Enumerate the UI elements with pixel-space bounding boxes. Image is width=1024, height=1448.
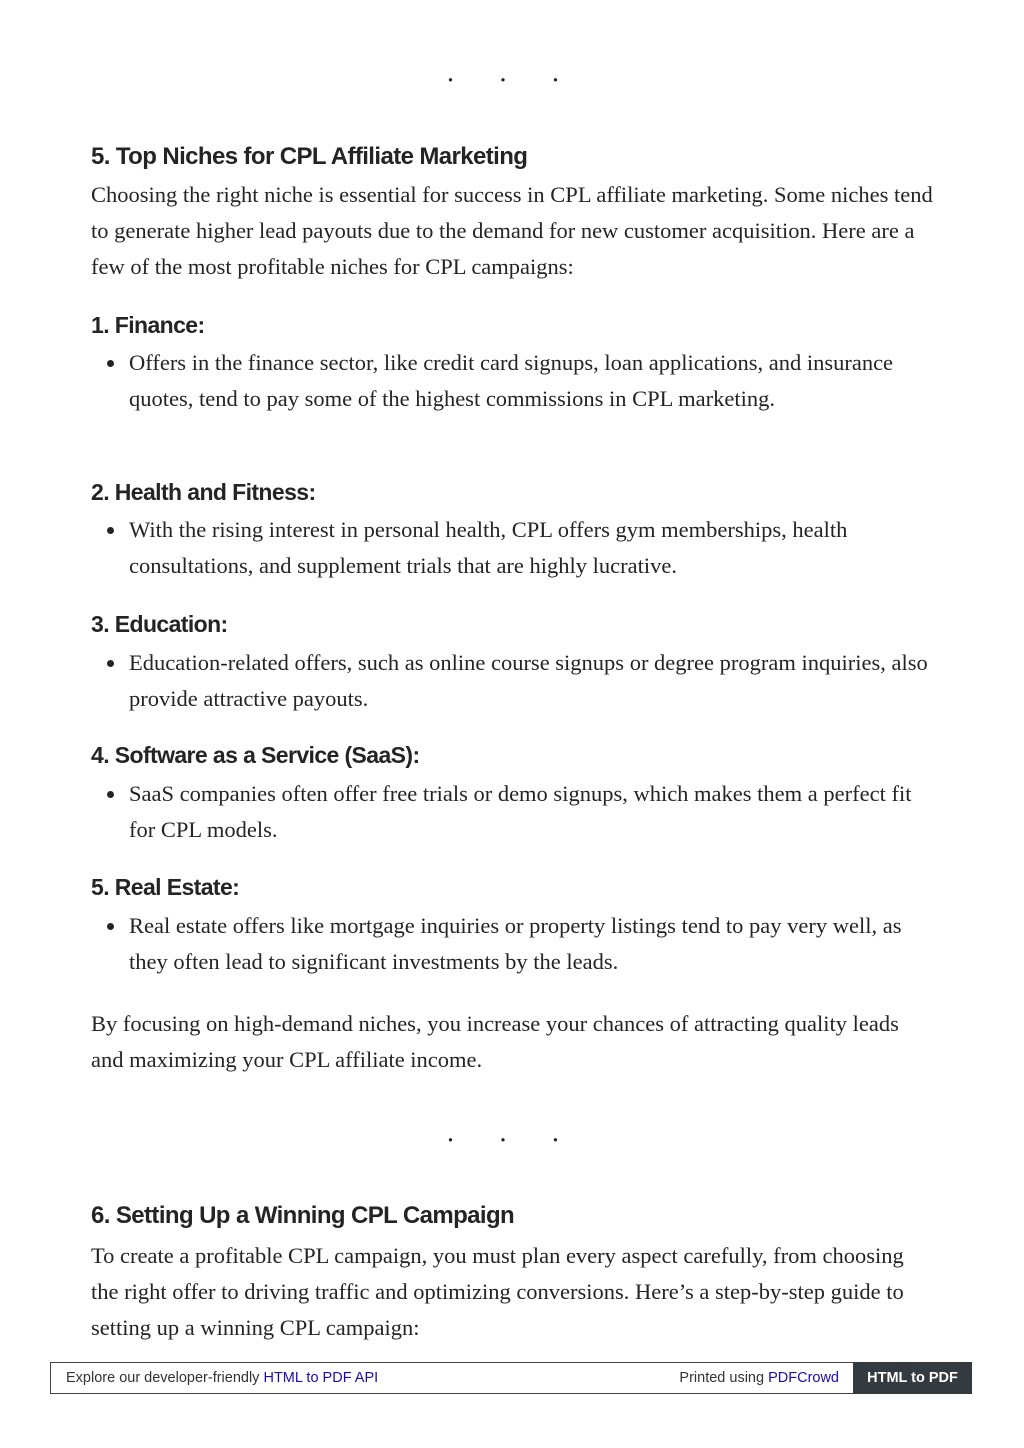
footer-printed-text: Printed using (679, 1370, 765, 1386)
footer-explore (66, 1363, 378, 1393)
section-heading-campaign: 6. Setting Up a Winning CPL Campaign (91, 1202, 515, 1229)
html-to-pdf-api-link[interactable]: HTML to PDF API (263, 1370, 379, 1386)
niche-bullet-health: With the rising interest in personal health, CPL offers gym memberships, health consultations, and supplement trials that are highly lucrative. (129, 517, 848, 578)
list-item (129, 776, 933, 848)
niches-intro-paragraph: Choosing the right niche is essential for success in CPL affiliate marketing. Some niches tend to generate higher lead payouts due to the demand for new customer acquisition. Here are a few of the most profitable niches for CPL campaigns: (91, 182, 933, 279)
bullet-icon (107, 660, 114, 667)
niche-bullet-education: Education-related offers, such as online course signups or degree program inquiries, also provide attractive payouts. (129, 650, 928, 711)
list-item (129, 345, 933, 417)
footer-explore-text: Explore our developer-friendly (66, 1370, 260, 1386)
niches-conclusion-paragraph: By focusing on high-demand niches, you increase your chances of attracting quality leads and maximizing your CPL affiliate income. (91, 1011, 899, 1072)
niche-heading-education: 3. Education: (91, 611, 228, 637)
niche-heading-finance: 1. Finance: (91, 312, 205, 338)
niche-heading-health: 2. Health and Fitness: (91, 479, 316, 505)
niche-heading-real-estate: 5. Real Estate: (91, 874, 240, 900)
pdf-footer-bar (50, 1362, 972, 1394)
bullet-icon (107, 923, 114, 930)
bullet-icon (107, 791, 114, 798)
bullet-icon (107, 527, 114, 534)
list-item (129, 645, 933, 717)
section-separator: · · · (446, 1126, 578, 1156)
niche-heading-saas: 4. Software as a Service (SaaS): (91, 742, 420, 768)
campaign-intro-paragraph: To create a profitable CPL campaign, you must plan every aspect carefully, from choosing the right offer to driving traffic and optimizing conversions. Here’s a step-by-step guide to setting up a winning CPL campaign: (91, 1243, 904, 1340)
bullet-icon (107, 360, 114, 367)
list-item (129, 512, 933, 584)
niche-bullet-saas: SaaS companies often offer free trials or demo signups, which makes them a perfect fit for CPL models. (129, 781, 912, 842)
html-to-pdf-button[interactable]: HTML to PDF (853, 1362, 972, 1394)
niche-bullet-real-estate: Real estate offers like mortgage inquiries or property listings tend to pay very well, as they often lead to significant investments by the leads. (129, 913, 902, 974)
list-item (129, 908, 933, 980)
pdfcrowd-link[interactable]: PDFCrowd (768, 1370, 839, 1386)
section-separator: · · · (446, 66, 578, 96)
footer-printed (679, 1363, 839, 1393)
niche-bullet-finance: Offers in the finance sector, like credit card signups, loan applications, and insurance quotes, tend to pay some of the highest commissions in CPL marketing. (129, 350, 894, 411)
section-heading-niches: 5. Top Niches for CPL Affiliate Marketing (91, 143, 528, 170)
